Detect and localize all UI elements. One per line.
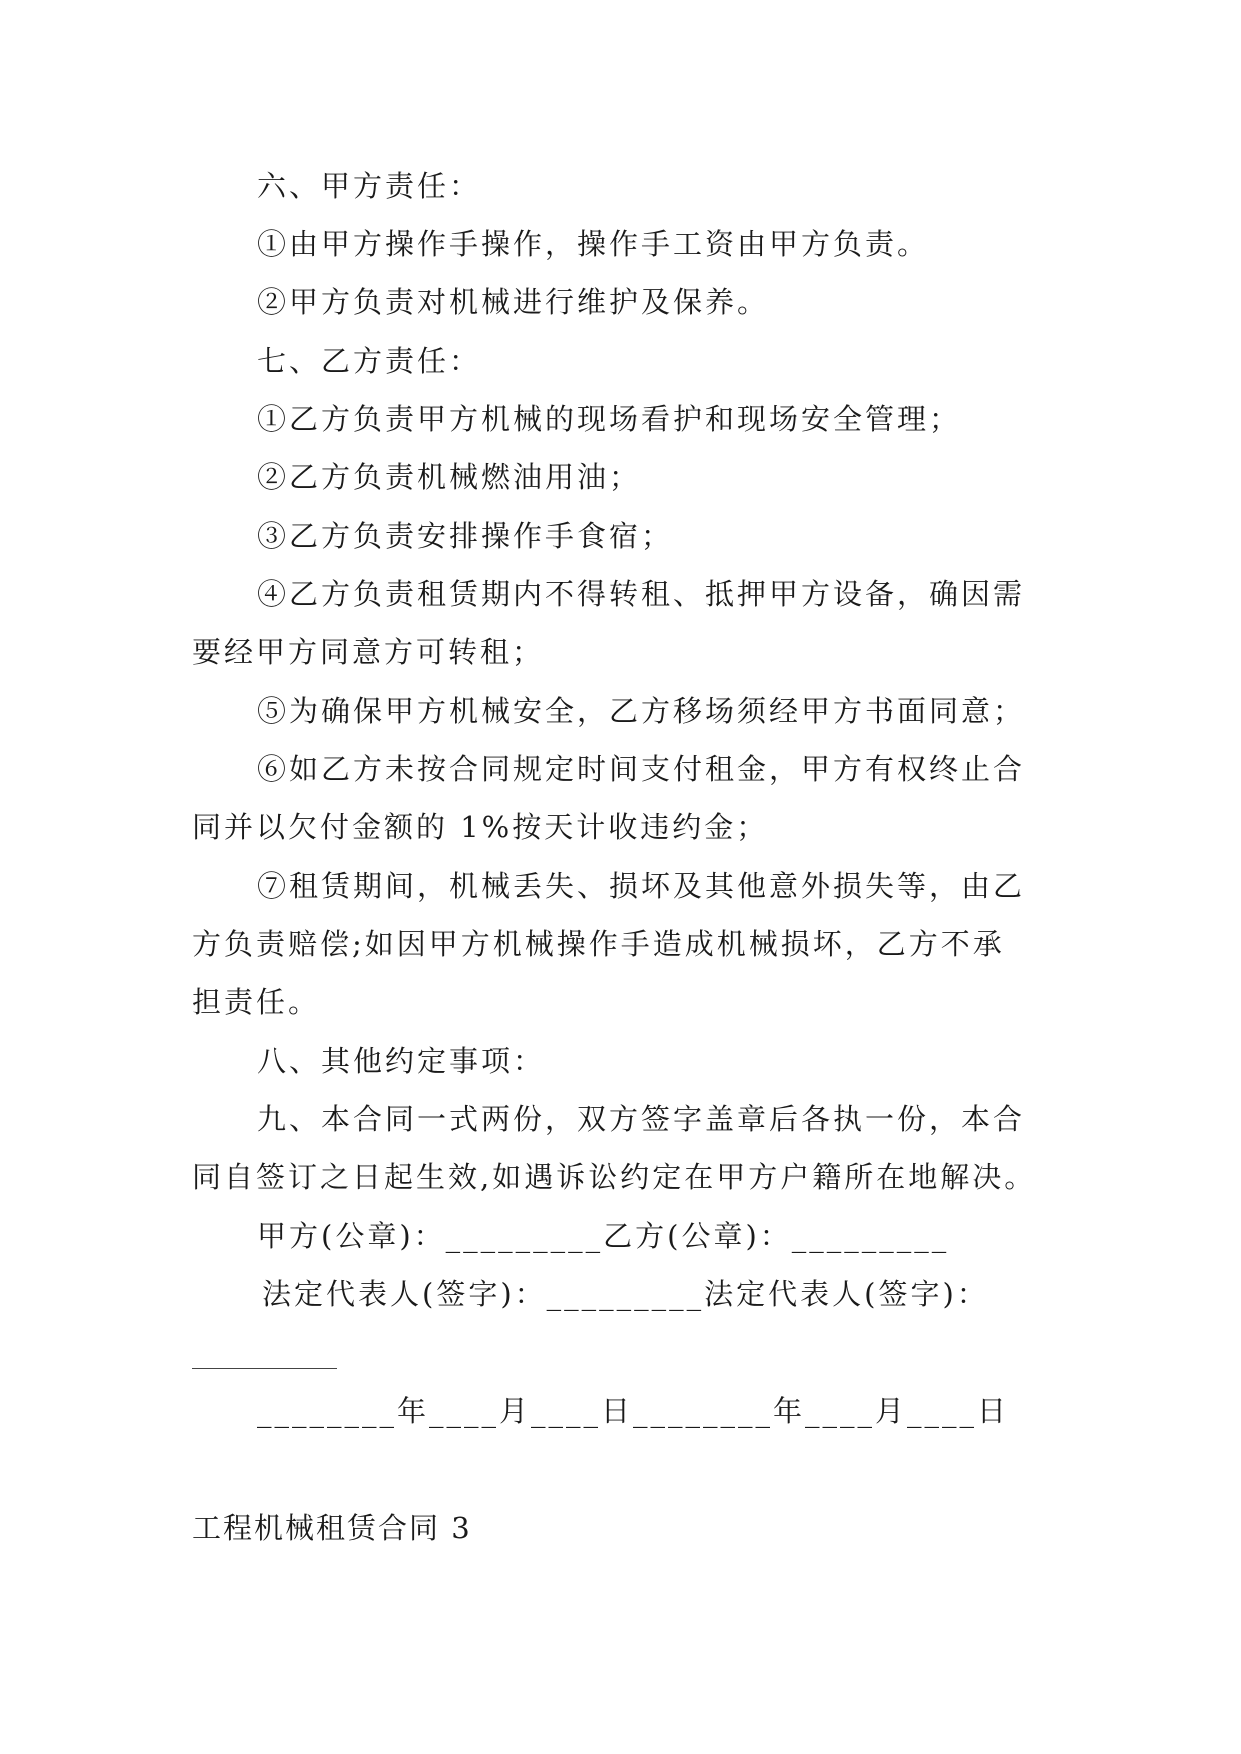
section-7-item-4-line-2: 要经甲方同意方可转租；	[192, 635, 545, 669]
next-document-title: 工程机械租赁合同 3	[192, 1511, 472, 1545]
signature-underline	[192, 1368, 337, 1369]
section-7-item-5: ⑤为确保甲方机械安全，乙方移场须经甲方书面同意；	[257, 694, 1026, 728]
section-8-heading: 八、其他约定事项：	[257, 1044, 546, 1078]
section-9-line-1: 九、本合同一式两份，双方签字盖章后各执一份，本合	[257, 1102, 1026, 1136]
section-6-item-1: ①由甲方操作手操作，操作手工资由甲方负责。	[257, 227, 930, 261]
section-7-item-4-line-1: ④乙方负责租赁期内不得转租、抵押甲方设备，确因需	[257, 577, 1026, 611]
section-7-item-1: ①乙方负责甲方机械的现场看护和现场安全管理；	[257, 402, 962, 436]
section-6-heading: 六、甲方责任：	[257, 169, 482, 203]
section-7-item-6-line-1: ⑥如乙方未按合同规定时间支付租金，甲方有权终止合	[257, 752, 1026, 786]
section-7-item-2: ②乙方负责机械燃油用油；	[257, 460, 642, 494]
party-seal-line: 甲方(公章)：_________乙方(公章)：_________	[257, 1219, 950, 1253]
section-9-line-2: 同自签订之日起生效,如遇诉讼约定在甲方户籍所在地解决。	[192, 1160, 1037, 1194]
section-7-item-3: ③乙方负责安排操作手食宿；	[257, 519, 674, 553]
representative-signature-line: 法定代表人(签字)：_________法定代表人(签字)：	[262, 1277, 989, 1311]
section-6-item-2: ②甲方负责对机械进行维护及保养。	[257, 285, 770, 319]
section-7-item-7-line-2: 方负责赔偿;如因甲方机械操作手造成机械损坏，乙方不承	[192, 927, 1005, 961]
section-7-heading: 七、乙方责任：	[257, 344, 482, 378]
section-7-item-7-line-1: ⑦租赁期间，机械丢失、损坏及其他意外损失等，由乙	[257, 869, 1026, 903]
date-line: ________年____月____日________年____月____日	[257, 1394, 1010, 1428]
section-7-item-6-line-2: 同并以欠付金额的 1%按天计收违约金；	[192, 810, 769, 844]
section-7-item-7-line-3: 担责任。	[192, 985, 321, 1019]
